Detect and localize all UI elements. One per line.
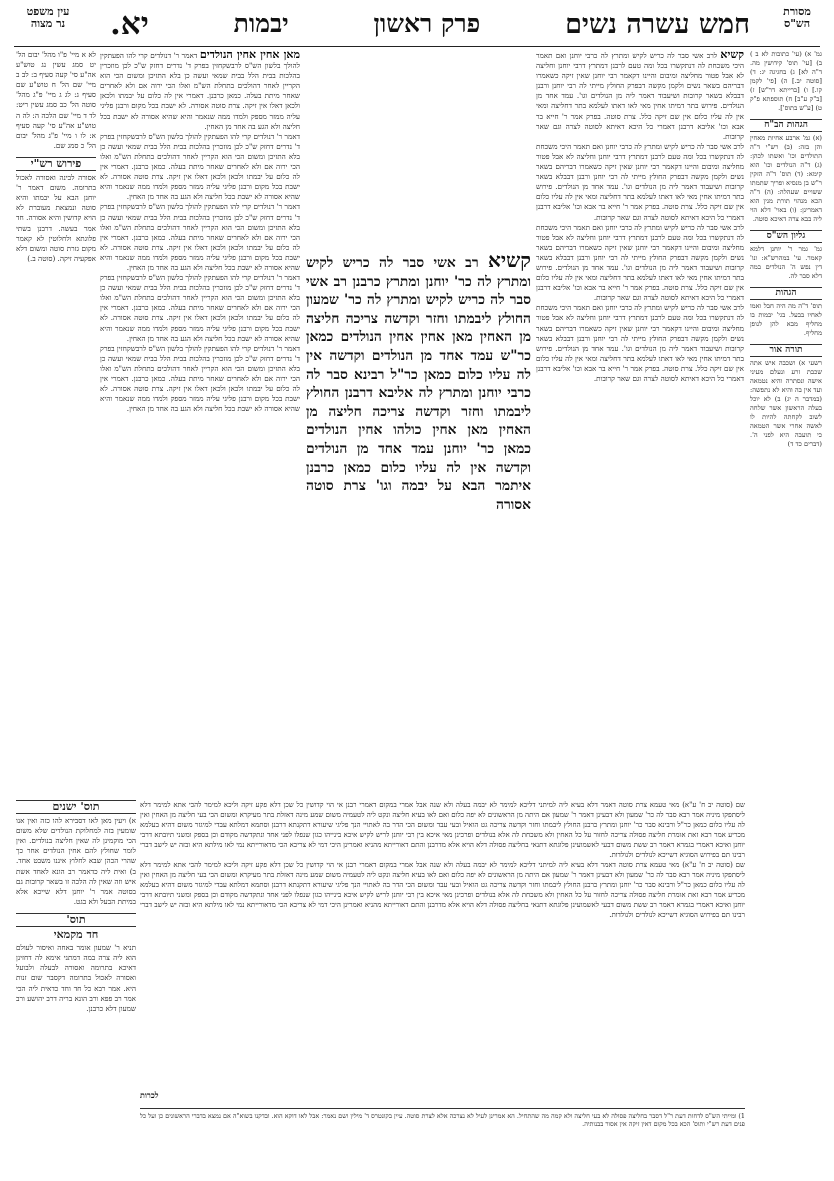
header-tractate: יבמות bbox=[233, 9, 289, 38]
rashi-column bbox=[100, 50, 300, 790]
hashas-title: הש"ס bbox=[783, 17, 811, 30]
tosafot-text-continued-2: לרב אשי סבר לה כריש לקיש ומתרץ לה כרבי יוחנן ואם תאמר היכי משכחת לה דנתקשרו בכל ומה טעם לרבנן דמתרץ דרבי יוחנן וחליצה לא אבל פטור מחליצה ומיבום והיינו דקאמר רבי יוחנן שאין זיקה כשאמרו דבריהם בשאר נשים ולקמן מקשה דבפרק החולץ מייתי לה רבי יוחנן ורבנן דבבלא בשאר קרובות ושיעבוד דאמר ליה מן הנולדים וגו'. עמד אחד מן הנולדים. פירוש בתר דמיתו אחין מאי לאו דאתו לעלמא בתר דחליצה ומאי אין לה עליו כלום אין שם זיקה כלל. צרת סוטה. בפרק אמר ר' חייא בר אבא וכו' אליבא דרבנן דאמרי כל היכא דאיתא לסוטה לצרה וגם שאר קרובות. bbox=[536, 222, 744, 303]
page-header bbox=[110, 4, 750, 44]
hagahot-habach-text: (א) גמ' ארבע אחיות מאחין והן בזה: (ב) רש"י ד"ה התולדים וכו' ואשתו לכהן: (ג) ד"ה הנולדים וכו' הוא קימא: (ד) תוס' ד"ה הזקין ר"ש בן מנסיא ופריך שתמתו ששויים שעהלה: (ה) ד"ה הכא מנהוי תורת מנין הוא דאמרינן: (ו) באוי' דלא הוי ליה בבא צרה דאיכא סוטה. bbox=[750, 134, 822, 223]
tosafot-text-continued-3: לרב אשי סבר לה כריש לקיש ומתרץ לה כרבי יוחנן ואם תאמר היכי משכחת לה דנתקשרו בכל ומה טעם לרבנן דמתרץ דרבי יוחנן וחליצה לא אבל פטור מחליצה ומיבום והיינו דקאמר רבי יוחנן שאין זיקה כשאמרו דבריהם בשאר נשים ולקמן מקשה דבפרק החולץ מייתי לה רבי יוחנן ורבנן דבבלא בשאר קרובות ושיעבוד דאמר ליה מן הנולדים וגו'. עמד אחד מן הנולדים. פירוש בתר דמיתו אחין מאי לאו דאתו לעלמא בתר דחליצה ומאי אין לה עליו כלום אין שם זיקה כלל. צרת סוטה. בפרק אמר ר' חייא בר אבא וכו' אליבא דרבנן דאמרי כל היכא דאיתא לסוטה לצרה וגם שאר קרובות. bbox=[536, 303, 744, 383]
bottom-footnote-text: 1) ומייתי הש"ס לדחות דעת ר"ל דסבר בחליצה פסולה לא בעי חליצה ולא קמה מה שהתחיל. הא אמרינן לעיל לא נצרכה אלא לצרת סוטה. עיין בקונטרס ד' מילין ושם נאמר: אבל לאו דוקא הוא. ובדקנו בשוא"ה אם נמצא בדברי הראשונים כן ועל כל פנים דעת רש"י ותוס' הכא בכל מקום דאין זיקה אין אסור בבנותיה. bbox=[140, 1112, 745, 1129]
tosafot-heading: תוס' bbox=[16, 913, 136, 927]
tosafot-text-continued: לרב אשי סבר לה כריש לקיש ומתרץ לה כרבי יוחנן ואם תאמר היכי משכחת לה דנתקשרו בכל ומה טעם לרבנן דמתרץ דרבי יוחנן וחליצה לא אבל פטור מחליצה ומיבום והיינו דקאמר רבי יוחנן שאין זיקה כשאמרו דבריהם בשאר נשים ולקמן מקשה דבפרק החולץ מייתי לה רבי יוחנן ורבנן דבבלא בשאר קרובות ושיעבוד דאמר ליה מן הנולדים וגו'. עמד אחד מן הנולדים. פירוש בתר דמיתו אחין מאי לאו דאתו לעלמא בתר דחליצה ומאי אין לה עליו כלום אין שם זיקה כלל. צרת סוטה. בפרק אמר ר' חייא בר אבא וכו' אליבא דרבנן דאמרי כל היכא דאיתא לסוטה לצרה וגם שאר קרובות. bbox=[536, 141, 744, 222]
header-rule bbox=[14, 46, 820, 47]
torah-or-heading: תורה אור bbox=[750, 344, 822, 357]
gemara-opening-word: קשיא bbox=[488, 251, 531, 272]
header-folio: יא. bbox=[110, 6, 149, 42]
tosafot-dibur: קשיא bbox=[720, 50, 744, 61]
tosafot-column bbox=[536, 50, 744, 790]
gilyon-hashas-text: גמ' גמר ר' יוחנן דלמא קאמר. עי' במהרש"א: ונו' דין נפש ה' הנולדים במה דלא סבר לה. bbox=[750, 245, 822, 280]
rashi-dibur: מאן אחין אחין הנולדים bbox=[199, 50, 300, 61]
tosafot-yeshanim-text: א) ויעין מאן לאו דסבירא להו כזה ואין אנו שומעין בזה למחלוקת הנולדים שלא משום הכי מוקמינן לה שאין חליצה בנולדים. ואין לומר שחולץ להם אחין הנולדים אחר כך שהרי הכהן שבא לחלוץ איננו משבט אחד. ב) ואית ליה כדאמר רב הונא לאחד אשת איש וזה שאין לה הלכה זו בשאר קרובות גם בסוטה אמר ר' יוחנן דלא שייכא אלא במיתת הבעל ולא בגט. bbox=[16, 816, 136, 906]
bottom-footnote bbox=[140, 1112, 745, 1129]
had-mikamai-text: תניא ר' שמעון אומר באחה ואיסור לעולם הוא ליה צרה במה דמתני אימא לה דחזינן דאיכא בתרומה ואסורה לבעלה ולבועל ואסורה לאכול בתרומה דקסבר שום זנות היא. אמר רבא כל חד וחד כדאית ליה הכי אמר רב פפא ורב הונא בריה דרב יהושע ורב שמעון דלא כרבנן. bbox=[16, 943, 136, 1013]
pirush-rashi-text: אסורה לבינה ואסורה לאכול בתרומה. משום דאמר ר' יוחנן הבא על יבמתו והיא סוטה ונמצאת מעוברת לא הויא קדושין והיא אסורה. חד אמר בעשה. דרבנן בשתי פלוגתא ולחלוטין לא קאמר מקום גזרת סוטה ומשום דלא אפקעיה זיקה. (סוטה ב.) bbox=[16, 173, 96, 263]
lower-commentary-text-2: שם (סוטה יב ח' ע"א) מאי טעמא צרת סוטה דאמר דלא בעיא ליה למיתני דליכא למימר לא יבמה בעלה ולא שנה אבל אמרי במקום דאמרי רבנן אי הוי קדושין כל שכן דלא פקע זיקה וליכא למימר להכי אתא למימר דלא ליסתפקו מיניה אמר רבא סבר לה כר' שמעון ולא דבעינן דאמר ר' שמעון אם היתה מן הראשונים לא יפה כלום ואם לאו בעיא חליצה ונקט ליה לטעמיה משום שמע מינה דאזלת בתר מעיקרא ומשום הכי בעי חליצה מן האחין ואין לה עליו כלום כמאן כר"ל ורבינא סבר כר' יוחנן ומתרץ כרבנן החולץ ליבמתו וחזר וקדשה צריכה גט הואיל ובעי עבד ומשום הכי הדר בה לאתויי הנך פליגי שיעורא דתקנתא דרבנן וסתמא דמלתא עבדי למיגזר משום דהיא בעלמא מכריע אמר רבא זאת אומרת חליצה פסולה צריכה לחזור על כל האחין ולא משכחת לה אלא בנולדים ופרכינן מאי איכא בין רבי יוחנן לריש לקיש איכא בינייהו כגון שנפלו לפני אחד ונתקדשה מקודם וכן בספק ומשני תיובתא דרבי יוחנן ואיכא דאמרי בגמרא דאמר רב ששת משום דבעי לאשמועינן פלוגתא דתנאי בחליצה פסולה דלא הויא אלא מדרבנן והתם דאורייתא מהניא ואמרינן היכי דמי לא צריכא הכי מדאורייתא נמי לאו מילתא היא ובזה יש לישב דברי רבינו תם בפירוש הסוגיא דשייכא לנולדים ולנולדות. bbox=[140, 861, 745, 919]
ein-mishpat-title: עין משפט bbox=[26, 5, 70, 18]
mesoret-hashas-notes: גמ' א) (עי' כתובות לא ב ) ב) [עי' תוס' קידושין מה. ד"ה לא] ג) בחגיגה יג: ד) [סוטה יב.] ה) [פי' לקמן קו.] ו) [ברייתא דר"ש] ז) [ב"ק ע"ב] ח) תוספתא פ"ק ט) [ע"ש בתוס']. bbox=[750, 50, 822, 112]
mesoret-title: מסורת bbox=[783, 5, 811, 18]
gemara-main-text bbox=[306, 251, 531, 541]
tosafot-text: לרב אשי סבר לה כריש לקיש ומתרץ לה כרבי יוחנן ואם תאמר היכי משכחת לה דנתקשרו בכל ומה טעם לרבנן דמתרץ דרבי יוחנן וחליצה לא אבל פטור מחליצה ומיבום והיינו דקאמר רבי יוחנן שאין זיקה כשאמרו דבריהם בשאר נשים ולקמן מקשה דבפרק החולץ מייתי לה רבי יוחנן ורבנן דבבלא בשאר קרובות ושיעבוד דאמר ליה מן הנולדים וגו'. עמד אחד מן הנולדים. פירוש בתר דמיתו אחין מאי לאו דאתו לעלמא בתר דחליצה ומאי אין לה עליו כלום אין שם זיקה כלל. צרת סוטה. בפרק אמר ר' חייא בר אבא וכו' אליבא דרבנן דאמרי כל היכא דאיתא לסוטה לצרה וגם שאר קרובות. bbox=[536, 51, 744, 141]
rashi-text: דאמר ר' דנולדים קרי להו הפעתקין להולך בלשון הש"ס לרבשקחזין בפרק ד' נדרים דחזק ש"כ לכן מוזכרין בהלכות בבית הלל בבית שמאי ועשה כן בלא התזיכן ומשום הכי הוא הקריין לאחר דהולכים בתחלת הש"מ ואלו הכי ירוה אם ולא לאחרים שאחר מיתת בעלה. כמאן כרבנן. דאמרי אין לה כלום על יבמתו ולכאן ולכאן דאלו אין זיקה. צרת סוטה אסורה. לא ישבת בכל מקום ורבנן פליגי עליה ממזר מספק ולמדו ממה שנאמר והיא שהיא אסורה לא ישבת בכל חליצה ולא הגע בה אחד מן האחין. bbox=[100, 51, 300, 131]
hagahot-heading: הגהות bbox=[750, 287, 822, 300]
hagahot-habach-heading: הגהות הב"ח bbox=[750, 119, 822, 132]
rashi-text-continued-3: דאמר ר' דנולדים קרי להו הפעתקין להולך בלשון הש"ס לרבשקחזין בפרק ד' נדרים דחזק ש"כ לכן מוזכרין בהלכות בבית הלל בבית שמאי ועשה כן בלא התזיכן ומשום הכי הוא הקריין לאחר דהולכים בתחלת הש"מ ואלו הכי ירוה אם ולא לאחרים שאחר מיתת בעלה. כמאן כרבנן. דאמרי אין לה כלום על יבמתו ולכאן ולכאן דאלו אין זיקה. צרת סוטה אסורה. לא ישבת בכל מקום ורבנן פליגי עליה ממזר מספק ולמדו ממה שנאמר והיא שהיא אסורה לא ישבת בכל חליצה ולא הגע בה אחד מן האחין. bbox=[100, 273, 300, 343]
footnote-rule bbox=[140, 1108, 745, 1109]
catchword: לכרות bbox=[140, 1090, 159, 1100]
rashi-text-continued: דאמר ר' דנולדים קרי להו הפעתקין להולך בלשון הש"ס לרבשקחזין בפרק ד' נדרים דחזק ש"כ לכן מוזכרין בהלכות בבית הלל בבית שמאי ועשה כן בלא התזיכן ומשום הכי הוא הקריין לאחר דהולכים בתחלת הש"מ ואלו הכי ירוה אם ולא לאחרים שאחר מיתת בעלה. כמאן כרבנן. דאמרי אין לה כלום על יבמתו ולכאן ולכאן דאלו אין זיקה. צרת סוטה אסורה. לא ישבת בכל מקום ורבנן פליגי עליה ממזר מספק ולמדו ממה שנאמר והיא שהיא אסורה לא ישבת בכל חליצה ולא הגע בה אחד מן האחין. bbox=[100, 131, 300, 202]
had-mikamai-heading: חד מקמאי bbox=[53, 928, 99, 942]
ein-mishpat-label bbox=[18, 6, 78, 30]
header-chapter: פרק ראשון bbox=[373, 9, 481, 38]
torah-or-text: רשעי א) ושכבה איש אתה שכבת זרע ונעלם מעיני אישה ונסתרה והיא נטמאה ועד אין בה והיא לא נתפשה: (במדבר ה יג) ב) לא יוכל בעלה הראשון אשר שלחה לשוב לקחתה להיות לו לאשה אחרי אשר הטמאה כי תועבה היא לפני ה'. (דברים כד ד) bbox=[750, 359, 822, 448]
tosafot-yeshanim-heading: תוס' ישנים bbox=[16, 800, 136, 814]
right-margin-column bbox=[750, 50, 822, 1150]
ein-mishpat-notes: לא א מיי' פ"ו מהל' יבום הל' יט סמג עשין נג טוש"ע אה"ע סי' קעה סעיף ב: לב ב מיי' שם הל' ח טוש"ע שם סעיף ג: לג ג מיי' פ"ג מהל' סוטה הל' כב סמג עשין ריט: לד ד מיי' שם הלכה ה: לה ה טוש"ע אה"ע סי' קעה סעיף א: לו ו מיי' פ"ג מהל' יבום הל' כ סמג שם. bbox=[16, 50, 96, 150]
mesoret-label bbox=[772, 6, 822, 30]
gilyon-hashas-heading: גליון הש"ס bbox=[750, 230, 822, 243]
rashi-text-continued-2: דאמר ר' דנולדים קרי להו הפעתקין להולך בלשון הש"ס לרבשקחזין בפרק ד' נדרים דחזק ש"כ לכן מוזכרין בהלכות בבית הלל בבית שמאי ועשה כן בלא התזיכן ומשום הכי הוא הקריין לאחר דהולכים בתחלת הש"מ ואלו הכי ירוה אם ולא לאחרים שאחר מיתת בעלה. כמאן כרבנן. דאמרי אין לה כלום על יבמתו ולכאן ולכאן דאלו אין זיקה. צרת סוטה אסורה. לא ישבת בכל מקום ורבנן פליגי עליה ממזר מספק ולמדו ממה שנאמר והיא שהיא אסורה לא ישבת בכל חליצה ולא הגע בה אחד מן האחין. bbox=[100, 202, 300, 272]
lower-commentary-text: שם (סוטה יב ח' ע"א) מאי טעמא צרת סוטה דאמר דלא בעיא ליה למיתני דליכא למימר לא יבמה בעלה ולא שנה אבל אמרי במקום דאמרי רבנן אי הוי קדושין כל שכן דלא פקע זיקה וליכא למימר להכי אתא למימר דלא ליסתפקו מיניה אמר רבא סבר לה כר' שמעון ולא דבעינן דאמר ר' שמעון אם היתה מן הראשונים לא יפה כלום ואם לאו בעיא חליצה ונקט ליה לטעמיה משום שמע מינה דאזלת בתר מעיקרא ומשום הכי בעי חליצה מן האחין ואין לה עליו כלום כמאן כר"ל ורבינא סבר כר' יוחנן ומתרץ כרבנן החולץ ליבמתו וחזר וקדשה צריכה גט הואיל ובעי עבד ומשום הכי הדר בה לאתויי הנך פליגי שיעורא דתקנתא דרבנן וסתמא דמלתא עבדי למיגזר משום דהיא בעלמא מכריע אמר רבא זאת אומרת חליצה פסולה צריכה לחזור על כל האחין ולא משכחת לה אלא בנולדים ופרכינן מאי איכא בין רבי יוחנן לריש לקיש איכא בינייהו כגון שנפלו לפני אחד ונתקדשה מקודם וכן בספק ומשני תיובתא דרבי יוחנן ואיכא דאמרי בגמרא דאמר רב ששת משום דבעי לאשמועינן פלוגתא דתנאי בחליצה פסולה דלא הויא אלא מדרבנן והתם דאורייתא מהניא ואמרינן היכי דמי לא צריכא הכי מדאורייתא נמי לאו מילתא היא ובזה יש לישב דברי רבינו תם בפירוש הסוגיא דשייכא לנולדים ולנולדות. bbox=[140, 801, 745, 859]
pirush-rashi-heading: פירוש רש"י bbox=[16, 157, 96, 171]
header-title: חמש עשרה נשים bbox=[565, 8, 750, 40]
hagahot-text: תוס' ד"ה מה היה חבל ואמו לאחיו בבעל. בגי' יבמות בו מחליף מבא להן לנופן מחליף. bbox=[750, 302, 822, 337]
ein-mishpat-column bbox=[16, 50, 96, 520]
lower-commentary bbox=[140, 800, 745, 1100]
tosafot-yeshanim-column bbox=[16, 800, 136, 1160]
rashi-text-continued-4: דאמר ר' דנולדים קרי להו הפעתקין להולך בלשון הש"ס לרבשקחזין בפרק ד' נדרים דחזק ש"כ לכן מוזכרין בהלכות בבית הלל בבית שמאי ועשה כן בלא התזיכן ומשום הכי הוא הקריין לאחר דהולכים בתחלת הש"מ ואלו הכי ירוה אם ולא לאחרים שאחר מיתת בעלה. כמאן כרבנן. דאמרי אין לה כלום על יבמתו ולכאן ולכאן דאלו אין זיקה. צרת סוטה אסורה. לא ישבת בכל מקום ורבנן פליגי עליה ממזר מספק ולמדו ממה שנאמר והיא שהיא אסורה לא ישבת בכל חליצה ולא הגע בה אחד מן האחין. bbox=[100, 343, 300, 414]
gemara-body: רב אשי סבר לה כריש לקיש ומתרץ לה כר' יוחנן ומתרץ כרבנן רב אשי סבר לה כריש לקיש ומתרץ לה כר' שמעון החולץ ליבמתו וחזר וקדשה צריכה חליצה מן האחין מאן אחין אחין הנולדים כמאן כר"ש עמד אחד מן הנולדים וקדשה אין לה עליו כלום כמאן כר"ל רבינא סבר לה כרבי יוחנן ומתרץ לה אליבא דרבנן החולץ ליבמתו וחזר וקדשה צריכה חליצה מן האחין מאן אחין כולהו אחין הנולדים כמאן כר' יוחנן עמד אחד מן הנולדים וקדשה אין לה עליו כלום כמאן כרבנן איתמר הבא על יבמה וגו' צרת סוטה אסורה bbox=[306, 255, 531, 513]
ner-mitzva-title: נר מצוה bbox=[30, 17, 66, 30]
